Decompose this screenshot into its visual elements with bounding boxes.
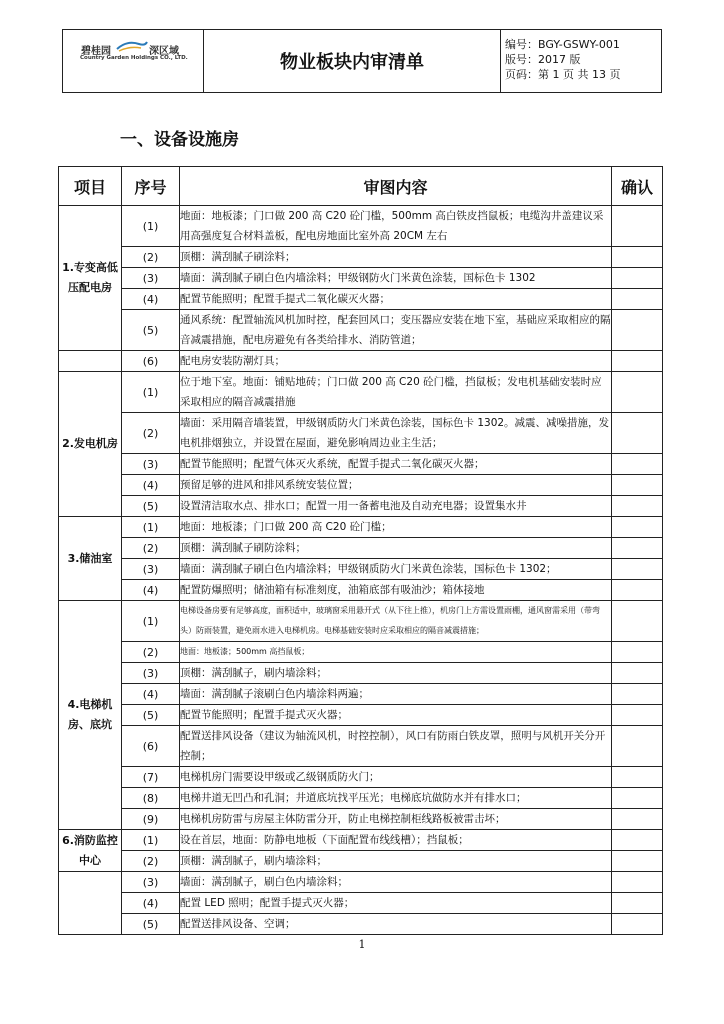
table-row bbox=[59, 351, 663, 372]
row-number: (1) bbox=[122, 372, 180, 413]
row-number: (5) bbox=[122, 705, 180, 726]
row-number: (2) bbox=[122, 642, 180, 663]
table-row bbox=[59, 830, 663, 851]
section-title: 一、设备设施房 bbox=[120, 130, 239, 150]
row-number: (6) bbox=[122, 726, 180, 767]
table-row bbox=[59, 684, 663, 705]
row-content: 墙面：采用隔音墙装置，甲级钢质防火门米黄色涂装，国标色卡 1302。减震、减噪措施，发电机排烟独立，并设置在屋面，避免影响周边业主生活； bbox=[180, 413, 612, 454]
row-content: 预留足够的进风和排风系统安装位置； bbox=[180, 475, 612, 496]
row-content: 顶棚：满刮腻子刷涂料； bbox=[180, 247, 612, 268]
row-number: (5) bbox=[122, 310, 180, 351]
table-row bbox=[59, 914, 663, 935]
table-row bbox=[59, 893, 663, 914]
table-row bbox=[59, 517, 663, 538]
confirm-cell[interactable] bbox=[612, 559, 663, 580]
row-content: 地面：地板漆；500mm 高挡鼠板； bbox=[180, 642, 612, 663]
row-number: (2) bbox=[122, 538, 180, 559]
table-row bbox=[59, 538, 663, 559]
group-name: 1.专变高低压配电房 bbox=[59, 206, 122, 351]
row-number: (4) bbox=[122, 684, 180, 705]
doc-page: 页码：第 1 页 共 13 页 bbox=[505, 68, 621, 81]
confirm-cell[interactable] bbox=[612, 496, 663, 517]
row-number: (6) bbox=[122, 351, 180, 372]
confirm-cell[interactable] bbox=[612, 372, 663, 413]
table-header-row bbox=[59, 167, 663, 206]
confirm-cell[interactable] bbox=[612, 351, 663, 372]
confirm-cell[interactable] bbox=[612, 893, 663, 914]
row-number: (1) bbox=[122, 601, 180, 642]
row-content: 地面：地板漆；门口做 200 高 C20 砼门槛； bbox=[180, 517, 612, 538]
confirm-cell[interactable] bbox=[612, 289, 663, 310]
table-row bbox=[59, 475, 663, 496]
row-number: (3) bbox=[122, 663, 180, 684]
row-number: (2) bbox=[122, 413, 180, 454]
row-number: (4) bbox=[122, 289, 180, 310]
row-content: 地面：地板漆；门口做 200 高 C20 砼门槛，500mm 高白铁皮挡鼠板；电缆沟井盖建议采用高强度复合材料盖板，配电房地面比室外高 20CM 左右 bbox=[180, 206, 612, 247]
row-number: (2) bbox=[122, 851, 180, 872]
table-row bbox=[59, 726, 663, 767]
table-row bbox=[59, 872, 663, 893]
table-row bbox=[59, 454, 663, 475]
confirm-cell[interactable] bbox=[612, 726, 663, 767]
table-row bbox=[59, 247, 663, 268]
header-item: 项目 bbox=[59, 167, 122, 206]
row-content: 顶棚：满刮腻子，刷内墙涂料； bbox=[180, 851, 612, 872]
table-row bbox=[59, 851, 663, 872]
table-row bbox=[59, 663, 663, 684]
table-row bbox=[59, 642, 663, 663]
confirm-cell[interactable] bbox=[612, 642, 663, 663]
document-title: 物业板块内审清单 bbox=[204, 30, 501, 92]
row-content: 墙面：满刮腻子，刷白色内墙涂料； bbox=[180, 872, 612, 893]
confirm-cell[interactable] bbox=[612, 268, 663, 289]
confirm-cell[interactable] bbox=[612, 830, 663, 851]
row-content: 配置送排风设备、空调； bbox=[180, 914, 612, 935]
confirm-cell[interactable] bbox=[612, 914, 663, 935]
doc-code: 编号：BGY-GSWY-001 bbox=[505, 38, 620, 51]
row-number: (3) bbox=[122, 454, 180, 475]
company-logo bbox=[63, 30, 204, 92]
confirm-cell[interactable] bbox=[612, 767, 663, 788]
table-row bbox=[59, 809, 663, 830]
table-row bbox=[59, 601, 663, 642]
row-number: (5) bbox=[122, 496, 180, 517]
confirm-cell[interactable] bbox=[612, 247, 663, 268]
row-number: (1) bbox=[122, 830, 180, 851]
table-row bbox=[59, 413, 663, 454]
row-number: (3) bbox=[122, 872, 180, 893]
logo-swoosh-icon bbox=[115, 38, 149, 54]
table-row bbox=[59, 496, 663, 517]
document-header bbox=[62, 29, 662, 93]
confirm-cell[interactable] bbox=[612, 517, 663, 538]
table-row bbox=[59, 559, 663, 580]
table-row bbox=[59, 580, 663, 601]
table-row bbox=[59, 788, 663, 809]
row-content: 配置节能照明；配置气体灭火系统，配置手提式二氧化碳灭火器； bbox=[180, 454, 612, 475]
row-content: 电梯机房防雷与房屋主体防雷分开，防止电梯控制柜线路板被雷击坏； bbox=[180, 809, 612, 830]
confirm-cell[interactable] bbox=[612, 206, 663, 247]
row-content: 电梯机房门需要设甲级或乙级钢质防火门； bbox=[180, 767, 612, 788]
confirm-cell[interactable] bbox=[612, 601, 663, 642]
row-number: (8) bbox=[122, 788, 180, 809]
table-row bbox=[59, 206, 663, 247]
confirm-cell[interactable] bbox=[612, 663, 663, 684]
table-row bbox=[59, 372, 663, 413]
row-content: 配置节能照明；配置手提式灭火器； bbox=[180, 705, 612, 726]
row-content: 通风系统：配置轴流风机加时控，配套回风口；变压器应安装在地下室，基础应采取相应的隔音减震措施，配电房避免有各类给排水、消防管道； bbox=[180, 310, 612, 351]
confirm-cell[interactable] bbox=[612, 454, 663, 475]
table-row bbox=[59, 705, 663, 726]
group-name: 3.储油室 bbox=[59, 517, 122, 601]
row-content: 配电房安装防潮灯具； bbox=[180, 351, 612, 372]
doc-version: 版号：2017 版 bbox=[505, 53, 581, 66]
group-name-empty bbox=[59, 872, 122, 935]
header-confirm: 确认 bbox=[612, 167, 663, 206]
row-number: (4) bbox=[122, 475, 180, 496]
header-number: 序号 bbox=[122, 167, 180, 206]
group-name: 6.消防监控中心 bbox=[59, 830, 122, 872]
confirm-cell[interactable] bbox=[612, 684, 663, 705]
row-number: (4) bbox=[122, 580, 180, 601]
row-content: 顶棚：满刮腻子刷防涂料； bbox=[180, 538, 612, 559]
confirm-cell[interactable] bbox=[612, 851, 663, 872]
confirm-cell[interactable] bbox=[612, 809, 663, 830]
confirm-cell[interactable] bbox=[612, 413, 663, 454]
table-row bbox=[59, 310, 663, 351]
row-content: 墙面：满刮腻子滚刷白色内墙涂料两遍； bbox=[180, 684, 612, 705]
logo-en-text: Country Garden Holdings CO., LTD. bbox=[80, 55, 188, 61]
row-number: (1) bbox=[122, 206, 180, 247]
document-meta bbox=[501, 30, 661, 92]
group-name-empty bbox=[59, 351, 122, 372]
row-content: 设在首层，地面：防静电地板（下面配置布线线槽）；挡鼠板； bbox=[180, 830, 612, 851]
confirm-cell[interactable] bbox=[612, 872, 663, 893]
row-number: (9) bbox=[122, 809, 180, 830]
row-content: 配置 LED 照明；配置手提式灭火器； bbox=[180, 893, 612, 914]
row-number: (4) bbox=[122, 893, 180, 914]
confirm-cell[interactable] bbox=[612, 788, 663, 809]
row-number: (2) bbox=[122, 247, 180, 268]
row-number: (7) bbox=[122, 767, 180, 788]
row-content: 配置防爆照明；储油箱有标准刻度，油箱底部有吸油沙；箱体接地 bbox=[180, 580, 612, 601]
group-name: 4.电梯机房、底坑 bbox=[59, 601, 122, 830]
row-content: 位于地下室。地面：铺贴地砖；门口做 200 高 C20 砼门槛，挡鼠板；发电机基础安装时应采取相应的隔音减震措施 bbox=[180, 372, 612, 413]
confirm-cell[interactable] bbox=[612, 475, 663, 496]
table-row bbox=[59, 268, 663, 289]
row-content: 配置节能照明；配置手提式二氧化碳灭火器； bbox=[180, 289, 612, 310]
row-content: 墙面：满刮腻子刷白色内墙涂料；甲级钢防火门米黄色涂装，国标色卡 1302 bbox=[180, 268, 612, 289]
logo-cn-text: 碧桂园 bbox=[81, 46, 111, 57]
row-number: (3) bbox=[122, 268, 180, 289]
row-content: 电梯井道无凹凸和孔洞；井道底坑找平压光；电梯底坑做防水并有排水口； bbox=[180, 788, 612, 809]
row-content: 电梯设备房要有足够高度，面积适中，玻璃窗采用悬开式（从下往上推），机房门上方需设置雨棚，通风窗需采用（带弯头）防雨装置，避免雨水进入电梯机房。电梯基础安装时应采取相应的隔音减震措施； bbox=[180, 601, 612, 642]
row-content: 顶棚：满刮腻子，刷内墙涂料； bbox=[180, 663, 612, 684]
row-number: (3) bbox=[122, 559, 180, 580]
group-name: 2.发电机房 bbox=[59, 372, 122, 517]
row-number: (1) bbox=[122, 517, 180, 538]
confirm-cell[interactable] bbox=[612, 580, 663, 601]
page-number: 1 bbox=[358, 938, 366, 951]
table-row bbox=[59, 767, 663, 788]
confirm-cell[interactable] bbox=[612, 310, 663, 351]
audit-table bbox=[58, 166, 663, 935]
row-content: 设置清洁取水点、排水口；配置一用一备蓄电池及自动充电器；设置集水井 bbox=[180, 496, 612, 517]
logo-region-text: 深区域 bbox=[149, 46, 179, 57]
row-number: (5) bbox=[122, 914, 180, 935]
row-content: 配置送排风设备（建议为轴流风机，时控控制），风口有防雨白铁皮罩，照明与风机开关分开控制； bbox=[180, 726, 612, 767]
table-row bbox=[59, 289, 663, 310]
confirm-cell[interactable] bbox=[612, 538, 663, 559]
header-content: 审图内容 bbox=[180, 167, 612, 206]
confirm-cell[interactable] bbox=[612, 705, 663, 726]
row-content: 墙面：满刮腻子刷白色内墙涂料；甲级钢质防火门米黄色涂装，国标色卡 1302； bbox=[180, 559, 612, 580]
